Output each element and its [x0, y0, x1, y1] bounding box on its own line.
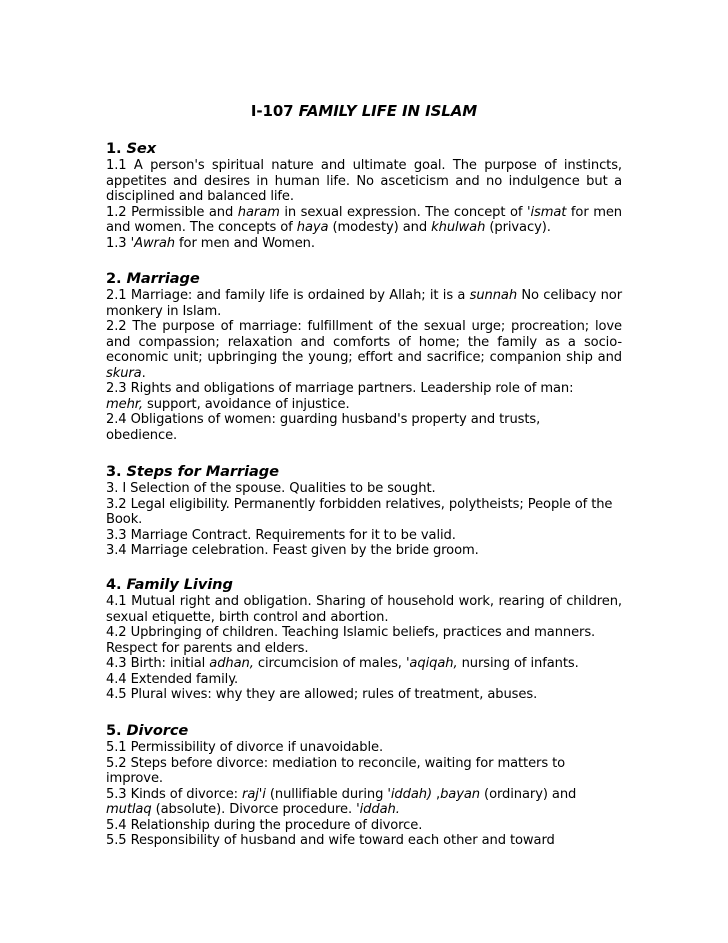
section-sex	[106, 140, 622, 251]
section-family-living	[106, 576, 622, 703]
item-4-5: 4.5 Plural wives: why they are allowed; rules of treatment, abuses.	[106, 687, 538, 702]
item-4-3: 4.3 Birth: initial adhan, circumcision of males, 'aqiqah, nursing of infants.	[106, 656, 579, 671]
item-2-1: 2.1 Marriage: and family life is ordained by Allah; it is a sunnah No celibacy nor monkery in Islam.	[106, 288, 622, 319]
item-5-1: 5.1 Permissibility of divorce if unavoidable.	[106, 740, 384, 755]
course-code: I-107	[250, 102, 294, 120]
section-heading: 4. Family Living	[106, 576, 233, 593]
item-4-2: 4.2 Upbringing of children. Teaching Islamic beliefs, practices and manners. Respect for parents and elders.	[106, 625, 596, 656]
item-5-3: 5.3 Kinds of divorce: raj'i (nullifiable during 'iddah) ,bayan (ordinary) and mutlaq (absolute). Divorce procedure. 'iddah.	[106, 786, 577, 817]
course-title: FAMILY LIFE IN ISLAM	[298, 102, 478, 120]
document-title	[106, 102, 622, 120]
item-2-2: 2.2 The purpose of marriage: fulfillment of the sexual urge; procreation; love and compassion; relaxation and comforts of home; the family as a socio-economic unit; upbringing the young; effort and sacrifice; companion ship and skura.	[106, 319, 622, 381]
item-1-1: 1.1 A person's spiritual nature and ultimate goal. The purpose of instincts, appetites and desires in human life. No asceticism and no indulgence but a disciplined and balanced life.	[106, 158, 622, 204]
item-3-3: 3.3 Marriage Contract. Requirements for it to be valid.	[106, 527, 456, 543]
item-5-2: 5.2 Steps before divorce: mediation to reconcile, waiting for matters to improve.	[106, 755, 566, 786]
section-heading: 1. Sex	[106, 140, 157, 157]
section-divorce	[106, 722, 622, 849]
item-4-4: 4.4 Extended family.	[106, 671, 239, 687]
section-marriage	[106, 270, 622, 443]
item-3-1: 3. I Selection of the spouse. Qualities to be sought.	[106, 481, 436, 496]
item-5-4: 5.4 Relationship during the procedure of divorce.	[106, 817, 423, 833]
section-steps-for-marriage	[106, 463, 622, 559]
section-heading: 2. Marriage	[106, 270, 200, 287]
item-5-5: 5.5 Responsibility of husband and wife toward each other and toward	[106, 833, 555, 848]
item-3-4: 3.4 Marriage celebration. Feast given by the bride groom.	[106, 543, 479, 558]
item-2-4: 2.4 Obligations of women: guarding husband's property and trusts, obedience.	[106, 412, 541, 443]
section-heading: 5. Divorce	[106, 722, 189, 739]
section-heading: 3. Steps for Marriage	[106, 463, 279, 480]
item-1-3: 1.3 'Awrah for men and Women.	[106, 235, 315, 251]
item-1-2: 1.2 Permissible and haram in sexual expression. The concept of 'ismat for men and women. The concepts of haya (modesty) and khulwah (privacy).	[106, 204, 622, 235]
item-3-2: 3.2 Legal eligibility. Permanently forbidden relatives, polytheists; People of the Book.	[106, 496, 613, 527]
item-2-3: 2.3 Rights and obligations of marriage partners. Leadership role of man: mehr, support, avoidance of injustice.	[106, 381, 574, 412]
item-4-1: 4.1 Mutual right and obligation. Sharing of household work, rearing of children, sexual etiquette, birth control and abortion.	[106, 594, 622, 625]
